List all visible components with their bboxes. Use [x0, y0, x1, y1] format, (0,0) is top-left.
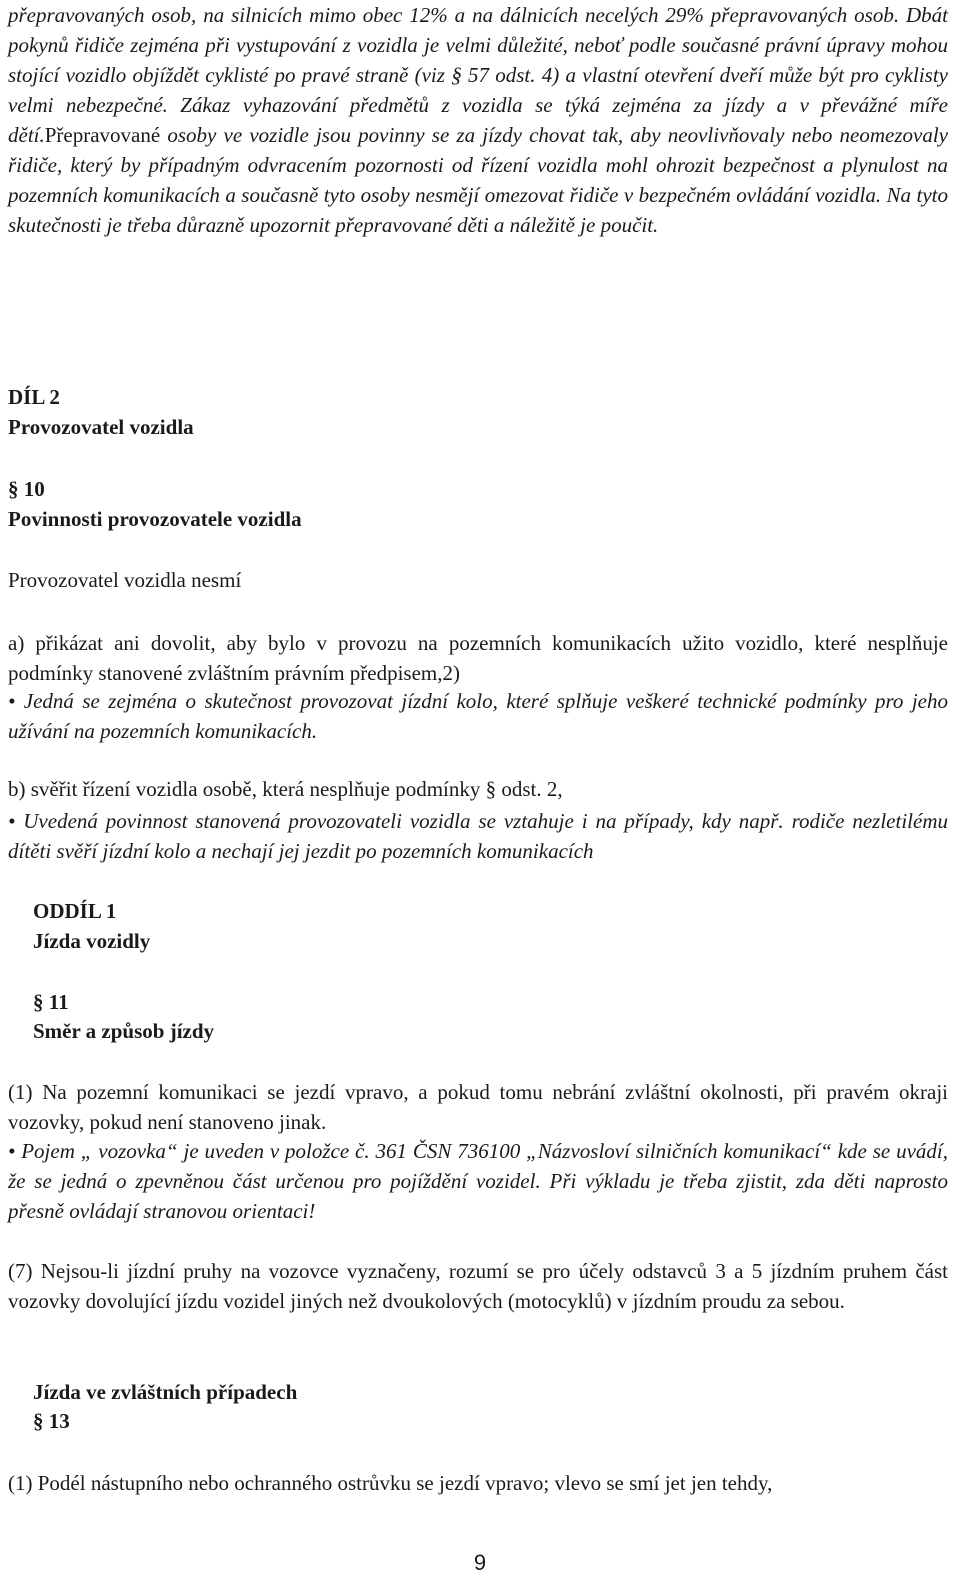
sec11-heading: § 11: [33, 990, 69, 1014]
sec10-title: Povinnosti provozovatele vozidla: [8, 507, 302, 531]
intro-paragraph: [8, 0, 948, 240]
intro-lead-word: Přepravované: [44, 123, 161, 147]
section1-heading: ODDÍL 1: [33, 899, 117, 923]
section1-title: Jízda vozidly: [33, 929, 151, 953]
sec10-note-a: • Jedná se zejména o skutečnost provozovat jízdní kolo, které splňuje veškeré technické podmínky pro jeho užívání na pozemních komunikacích.: [8, 689, 948, 743]
sec13-para1: (1) Podél nástupního nebo ochranného ostrůvku se jezdí vpravo; vlevo se smí jet jen tehdy,: [8, 1471, 773, 1495]
intro-italic-text: přepravovaných osob, na silnicích mimo obec 12% a na dálnicích necelých 29% přepravovaných osob. Dbát pokynů řidiče zejména při vystupování z vozidla je velmi důležité, neboť podle současné právní úpravy mohou stojící vozidlo objíždět cyklisté po pravé straně (viz § 57 odst. 4) a vlastní otevření dveří může být pro cyklisty velmi nebezpečné. Zákaz vyhazování předmětů z vozidla se týká zejména za jízdy a v převážné míře dětí.: [8, 3, 948, 147]
sec11-para7: (7) Nejsou-li jízdní pruhy na vozovce vyznačeny, rozumí se pro účely odstavců 3 a 5 jízdním pruhem část vozovky dovolující jízdu vozidel jiných než dvoukolových (motocyklů) v jízdním proudu za sebou.: [8, 1259, 948, 1313]
special-title: Jízda ve zvláštních případech: [33, 1380, 298, 1404]
sec10-item-a: a) přikázat ani dovolit, aby bylo v provozu na pozemních komunikacích užito vozidlo, které nesplňuje podmínky stanovené zvláštním právním předpisem,2): [8, 631, 948, 685]
sec11-note1: • Pojem „ vozovka“ je uveden v položce č. 361 ČSN 736100 „Názvosloví silničních komunikací“ kde se uvádí, že se jedná o zpevněnou část určenou pro pojíždění vozidel. Při výkladu je třeba zjistit, zda děti naprosto přesně ovládají stranovou orientaci!: [8, 1139, 948, 1223]
sec11-title: Směr a způsob jízdy: [33, 1019, 215, 1043]
sec10-intro: Provozovatel vozidla nesmí: [8, 568, 242, 592]
sec10-note-b: • Uvedená povinnost stanovená provozovateli vozidla se vztahuje i na případy, kdy např. rodiče nezletilému dítěti svěří jízdní kolo a nechají jej jezdit po pozemních komunikacích: [8, 809, 948, 863]
page-number: 9: [473, 1550, 487, 1575]
intro-rest-text: osoby ve vozidle jsou povinny se za jízdy chovat tak, aby neovlivňovaly nebo neomezovaly řidiče, který by případným odvracením pozornosti od řízení vozidla mohl ohrozit bezpečnost a plynulost na pozemních komunikacích a současně tyto osoby nesmějí omezovat řidiče v bezpečném ovládání vozidla. Na tyto skutečnosti je třeba důrazně upozornit přepravované děti a náležitě je poučit.: [8, 123, 948, 237]
sec10-item-b: b) svěřit řízení vozidla osobě, která nesplňuje podmínky § odst. 2,: [8, 777, 563, 801]
sec11-para1: (1) Na pozemní komunikaci se jezdí vpravo, a pokud tomu nebrání zvláštní okolnosti, při pravém okraji vozovky, pokud není stanoveno jinak.: [8, 1080, 948, 1134]
part2-heading: DÍL 2: [8, 385, 60, 409]
part2-title: Provozovatel vozidla: [8, 415, 194, 439]
sec13-heading: § 13: [33, 1409, 70, 1433]
sec10-heading: § 10: [8, 477, 45, 501]
